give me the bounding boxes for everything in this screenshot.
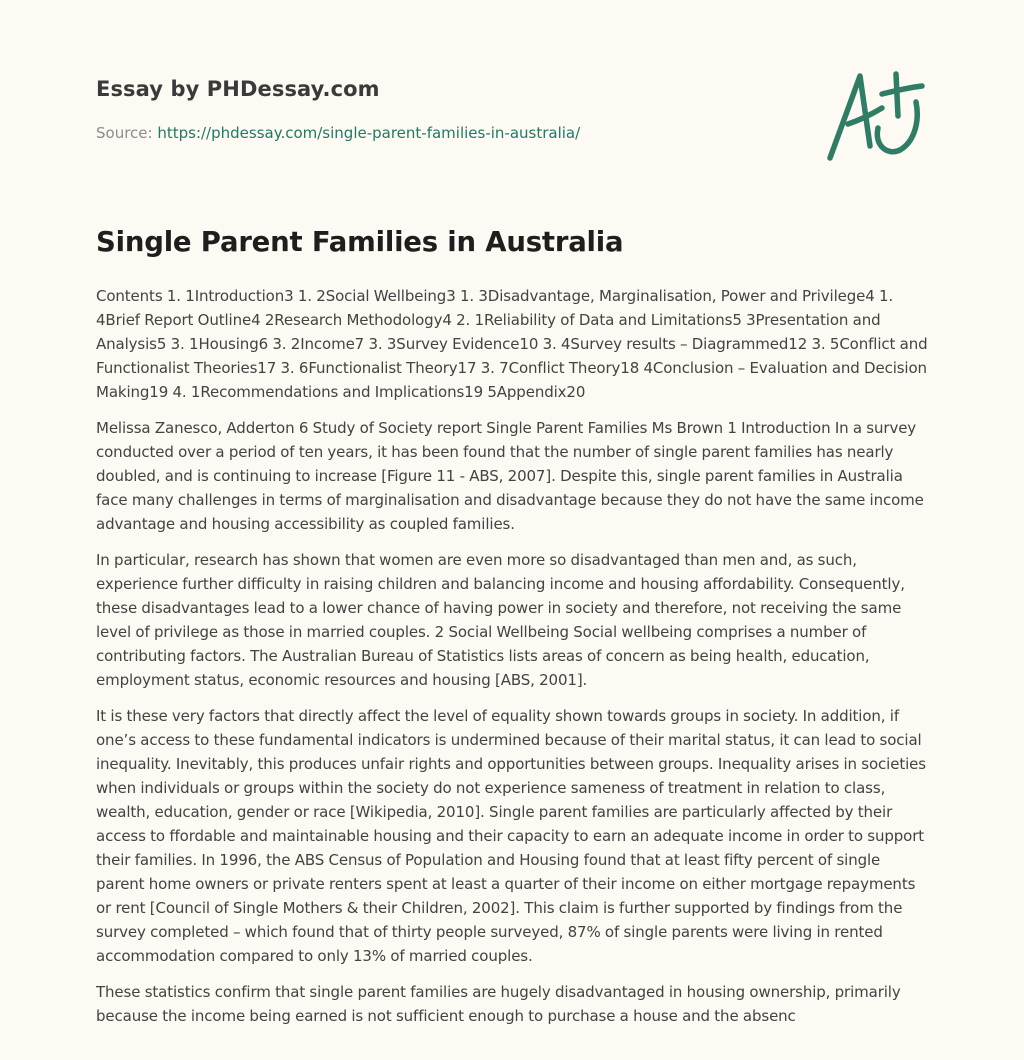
paragraph-introduction: Melissa Zanesco, Adderton 6 Study of Society report Single Parent Families Ms Brown 1 Introduction In a survey conducted over a period of ten years, it has been found that the number of single parent families has nearly doubled, and is continuing to increase [Figure 11 - ABS, 2007]. Despite this, single parent families in Australia face many challenges in terms of marginalisation and disadvantage because they do not have the same income advantage and housing accessibility as coupled families.: [96, 419, 924, 533]
paragraph-contents: Contents 1. 1Introduction3 1. 2Social Wellbeing3 1. 3Disadvantage, Marginalisation, Power and Privilege4 1. 4Brief Report Outline4 2Research Methodology4 2. 1Reliability of Data and Limitations5 3Presentation and Analysis5 3. 1Housing6 3. 2Income7 3. 3Survey Evidence10 3. 4Survey results – Diagrammed12 3. 5Conflict and Functionalist Theories17 3. 6Functionalist Theory17 3. 7Conflict Theory18 4Conclusion – Evaluation and Decision Making19 4. 1Recommendations and Implications19 5Appendix20: [96, 287, 928, 401]
article-title: Single Parent Families in Australia: [96, 226, 624, 258]
article-body: [96, 284, 932, 1040]
site-title: Essay by PHDessay.com: [96, 77, 380, 101]
a-plus-logo: [824, 66, 928, 166]
paragraph-inequality: It is these very factors that directly affect the level of equality shown towards groups in society. In addition, if one’s access to these fundamental indicators is undermined because of their marital status, it can lead to social inequality. Inevitably, this produces unfair rights and opportunities between groups. Inequality arises in societies when individuals or groups within the society do not experience sameness of treatment in relation to class, wealth, education, gender or race [Wikipedia, 2010]. Single parent families are particularly affected by their access to ffordable and maintainable housing and their capacity to earn an adequate income in order to support their families. In 1996, the ABS Census of Population and Housing found that at least fifty percent of single parent home owners or private renters spent at least a quarter of their income on either mortgage repayments or rent [Council of Single Mothers & their Children, 2002]. This claim is further supported by findings from the survey completed – which found that of thirty people surveyed, 87% of single parents were living in rented accommodation compared to only 13% of married couples.: [96, 707, 926, 965]
source-line: [96, 124, 580, 142]
paragraph-social-wellbeing: In particular, research has shown that women are even more so disadvantaged than men and, as such, experience further difficulty in raising children and balancing income and housing affordability. Consequently, these disadvantages lead to a lower chance of having power in society and therefore, not receiving the same level of privilege as those in married couples. 2 Social Wellbeing Social wellbeing comprises a number of contributing factors. The Australian Bureau of Statistics lists areas of concern as being health, education, employment status, economic resources and housing [ABS, 2001].: [96, 551, 905, 689]
source-link[interactable]: https://phdessay.com/single-parent-families-in-australia/: [157, 124, 581, 142]
paragraph-statistics: These statistics confirm that single parent families are hugely disadvantaged in housing ownership, primarily because the income being earned is not sufficient enough to purchase a house and the absenc: [96, 983, 901, 1025]
source-label: Source:: [96, 124, 158, 142]
